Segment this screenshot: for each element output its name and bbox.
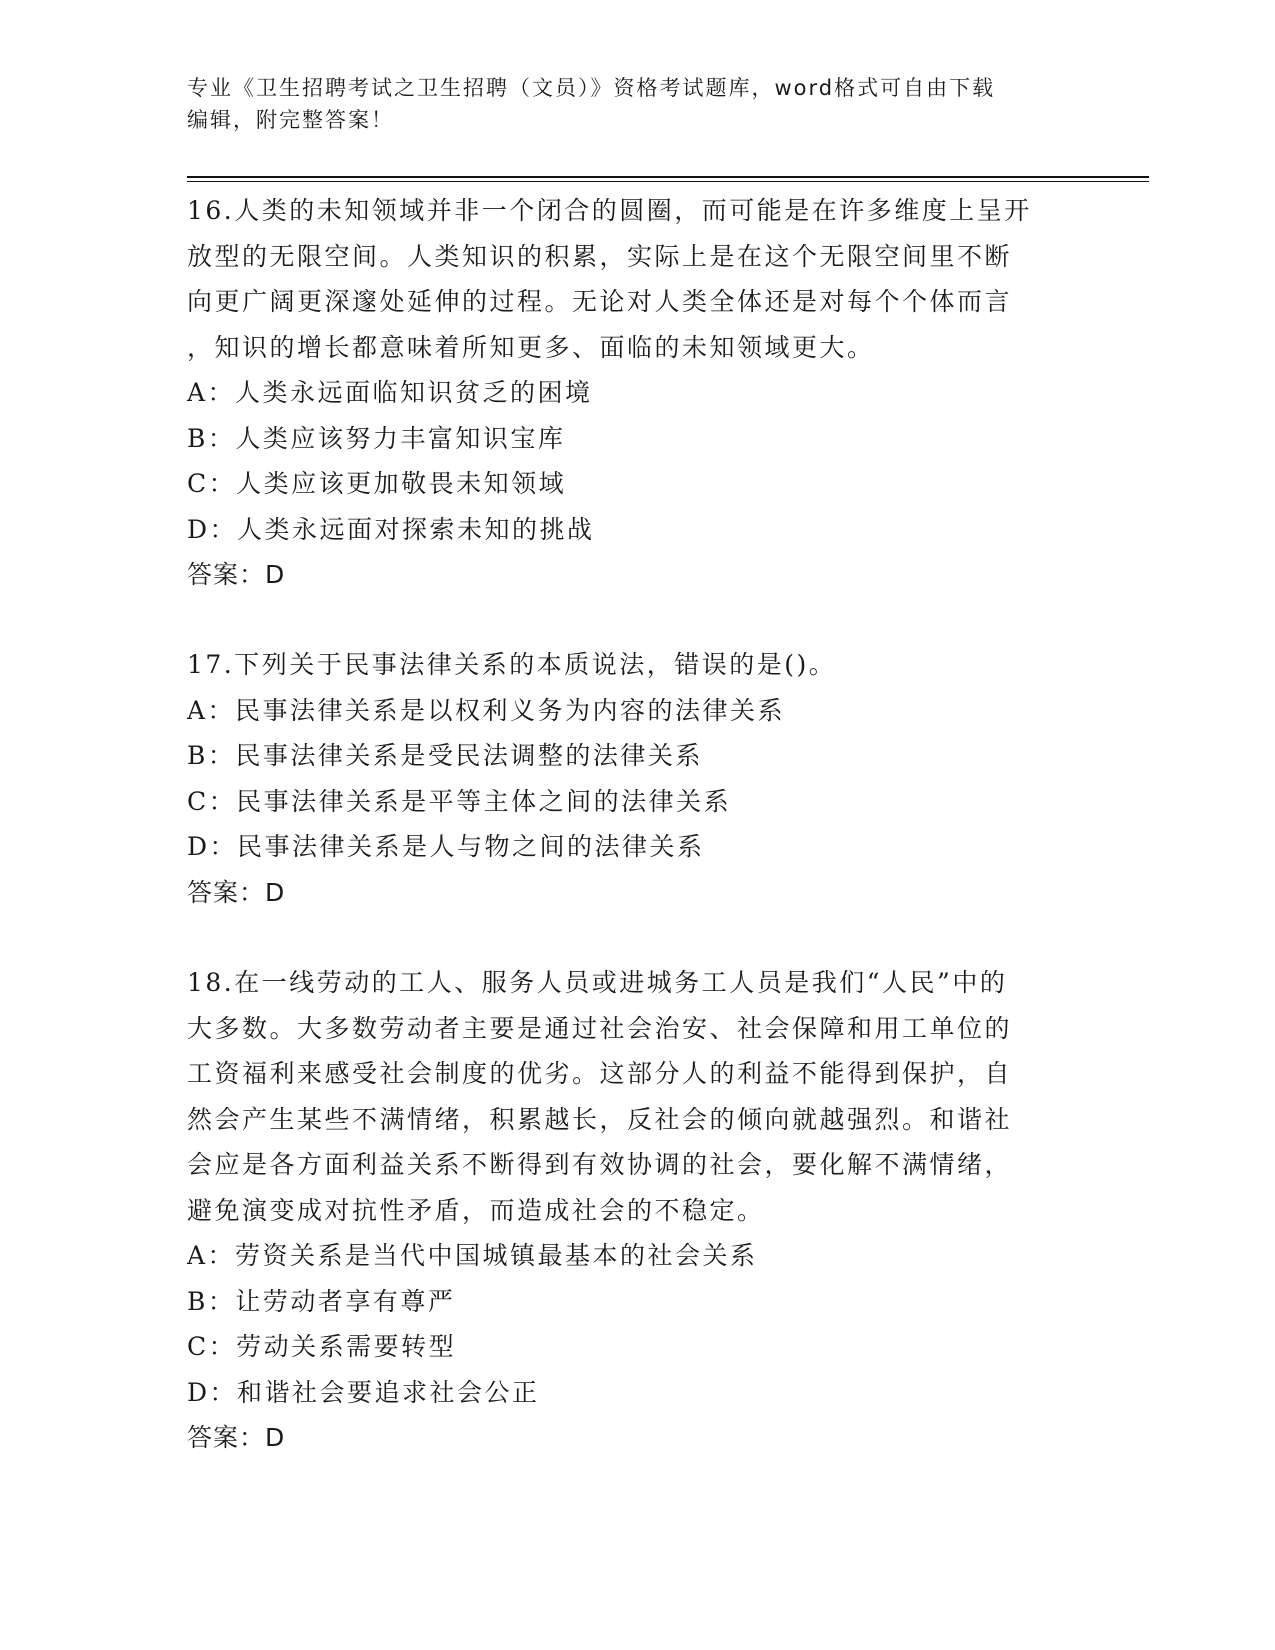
question-16 [187,188,1087,598]
header-line: 编辑，附完整答案！ [187,108,394,132]
option-a: A：劳资关系是当代中国城镇最基本的社会关系 [187,1241,758,1270]
option-b: B：人类应该努力丰富知识宝库 [187,423,566,453]
option-d: D：人类永远面对探索未知的挑战 [187,514,595,544]
question-17 [187,642,1087,915]
option-d: D：和谐社会要追求社会公正 [187,1377,540,1407]
option-d: D：民事法律关系是人与物之间的法律关系 [187,832,705,861]
question-stem-line: 17.下列关于民事法律关系的本质说法，错误的是()。 [187,650,837,679]
question-stem-line: 避免演变成对抗性矛盾，而造成社会的不稳定。 [187,1195,765,1225]
question-stem-line: 放型的无限空间。人类知识的积累，实际上是在这个无限空间里不断 [187,241,1013,271]
answer-line: 答案：D [187,560,286,589]
header-line: 专业《卫生招聘考试之卫生招聘（文员）》资格考试题库，word格式可自由下载 [187,76,996,100]
question-stem-line: ，知识的增长都意味着所知更多、面临的未知领域更大。 [187,332,875,362]
option-a: A：人类永远面临知识贫乏的困境 [187,378,593,407]
option-b: B：让劳动者享有尊严 [187,1286,456,1316]
question-stem-line: 16.人类的未知领域并非一个闭合的圆圈，而可能是在许多维度上呈开 [187,196,1032,225]
question-stem-line: 向更广阔更深邃处延伸的过程。无论对人类全体还是对每个个体而言 [187,287,1013,316]
question-stem-line: 工资福利来感受社会制度的优劣。这部分人的利益不能得到保护，自 [187,1059,1013,1088]
option-b: B：民事法律关系是受民法调整的法律关系 [187,741,703,770]
header-divider [187,176,1149,182]
option-c: C：人类应该更加敬畏未知领域 [187,469,567,498]
answer-line: 答案：D [187,1423,286,1452]
question-18 [187,960,1087,1461]
option-c: C：劳动关系需要转型 [187,1332,457,1361]
option-a: A：民事法律关系是以权利义务为内容的法律关系 [187,695,786,725]
document-header [187,72,1087,136]
question-stem-line: 18.在一线劳动的工人、服务人员或进城务工人员是我们“人民”中的 [187,968,1008,997]
option-c: C：民事法律关系是平等主体之间的法律关系 [187,786,732,816]
question-stem-line: 大多数。大多数劳动者主要是通过社会治安、社会保障和用工单位的 [187,1013,1013,1043]
question-stem-line: 会应是各方面利益关系不断得到有效协调的社会，要化解不满情绪， [187,1150,1013,1179]
answer-line: 答案：D [187,877,286,907]
question-stem-line: 然会产生某些不满情绪，积累越长，反社会的倾向就越强烈。和谐社 [187,1104,1013,1134]
